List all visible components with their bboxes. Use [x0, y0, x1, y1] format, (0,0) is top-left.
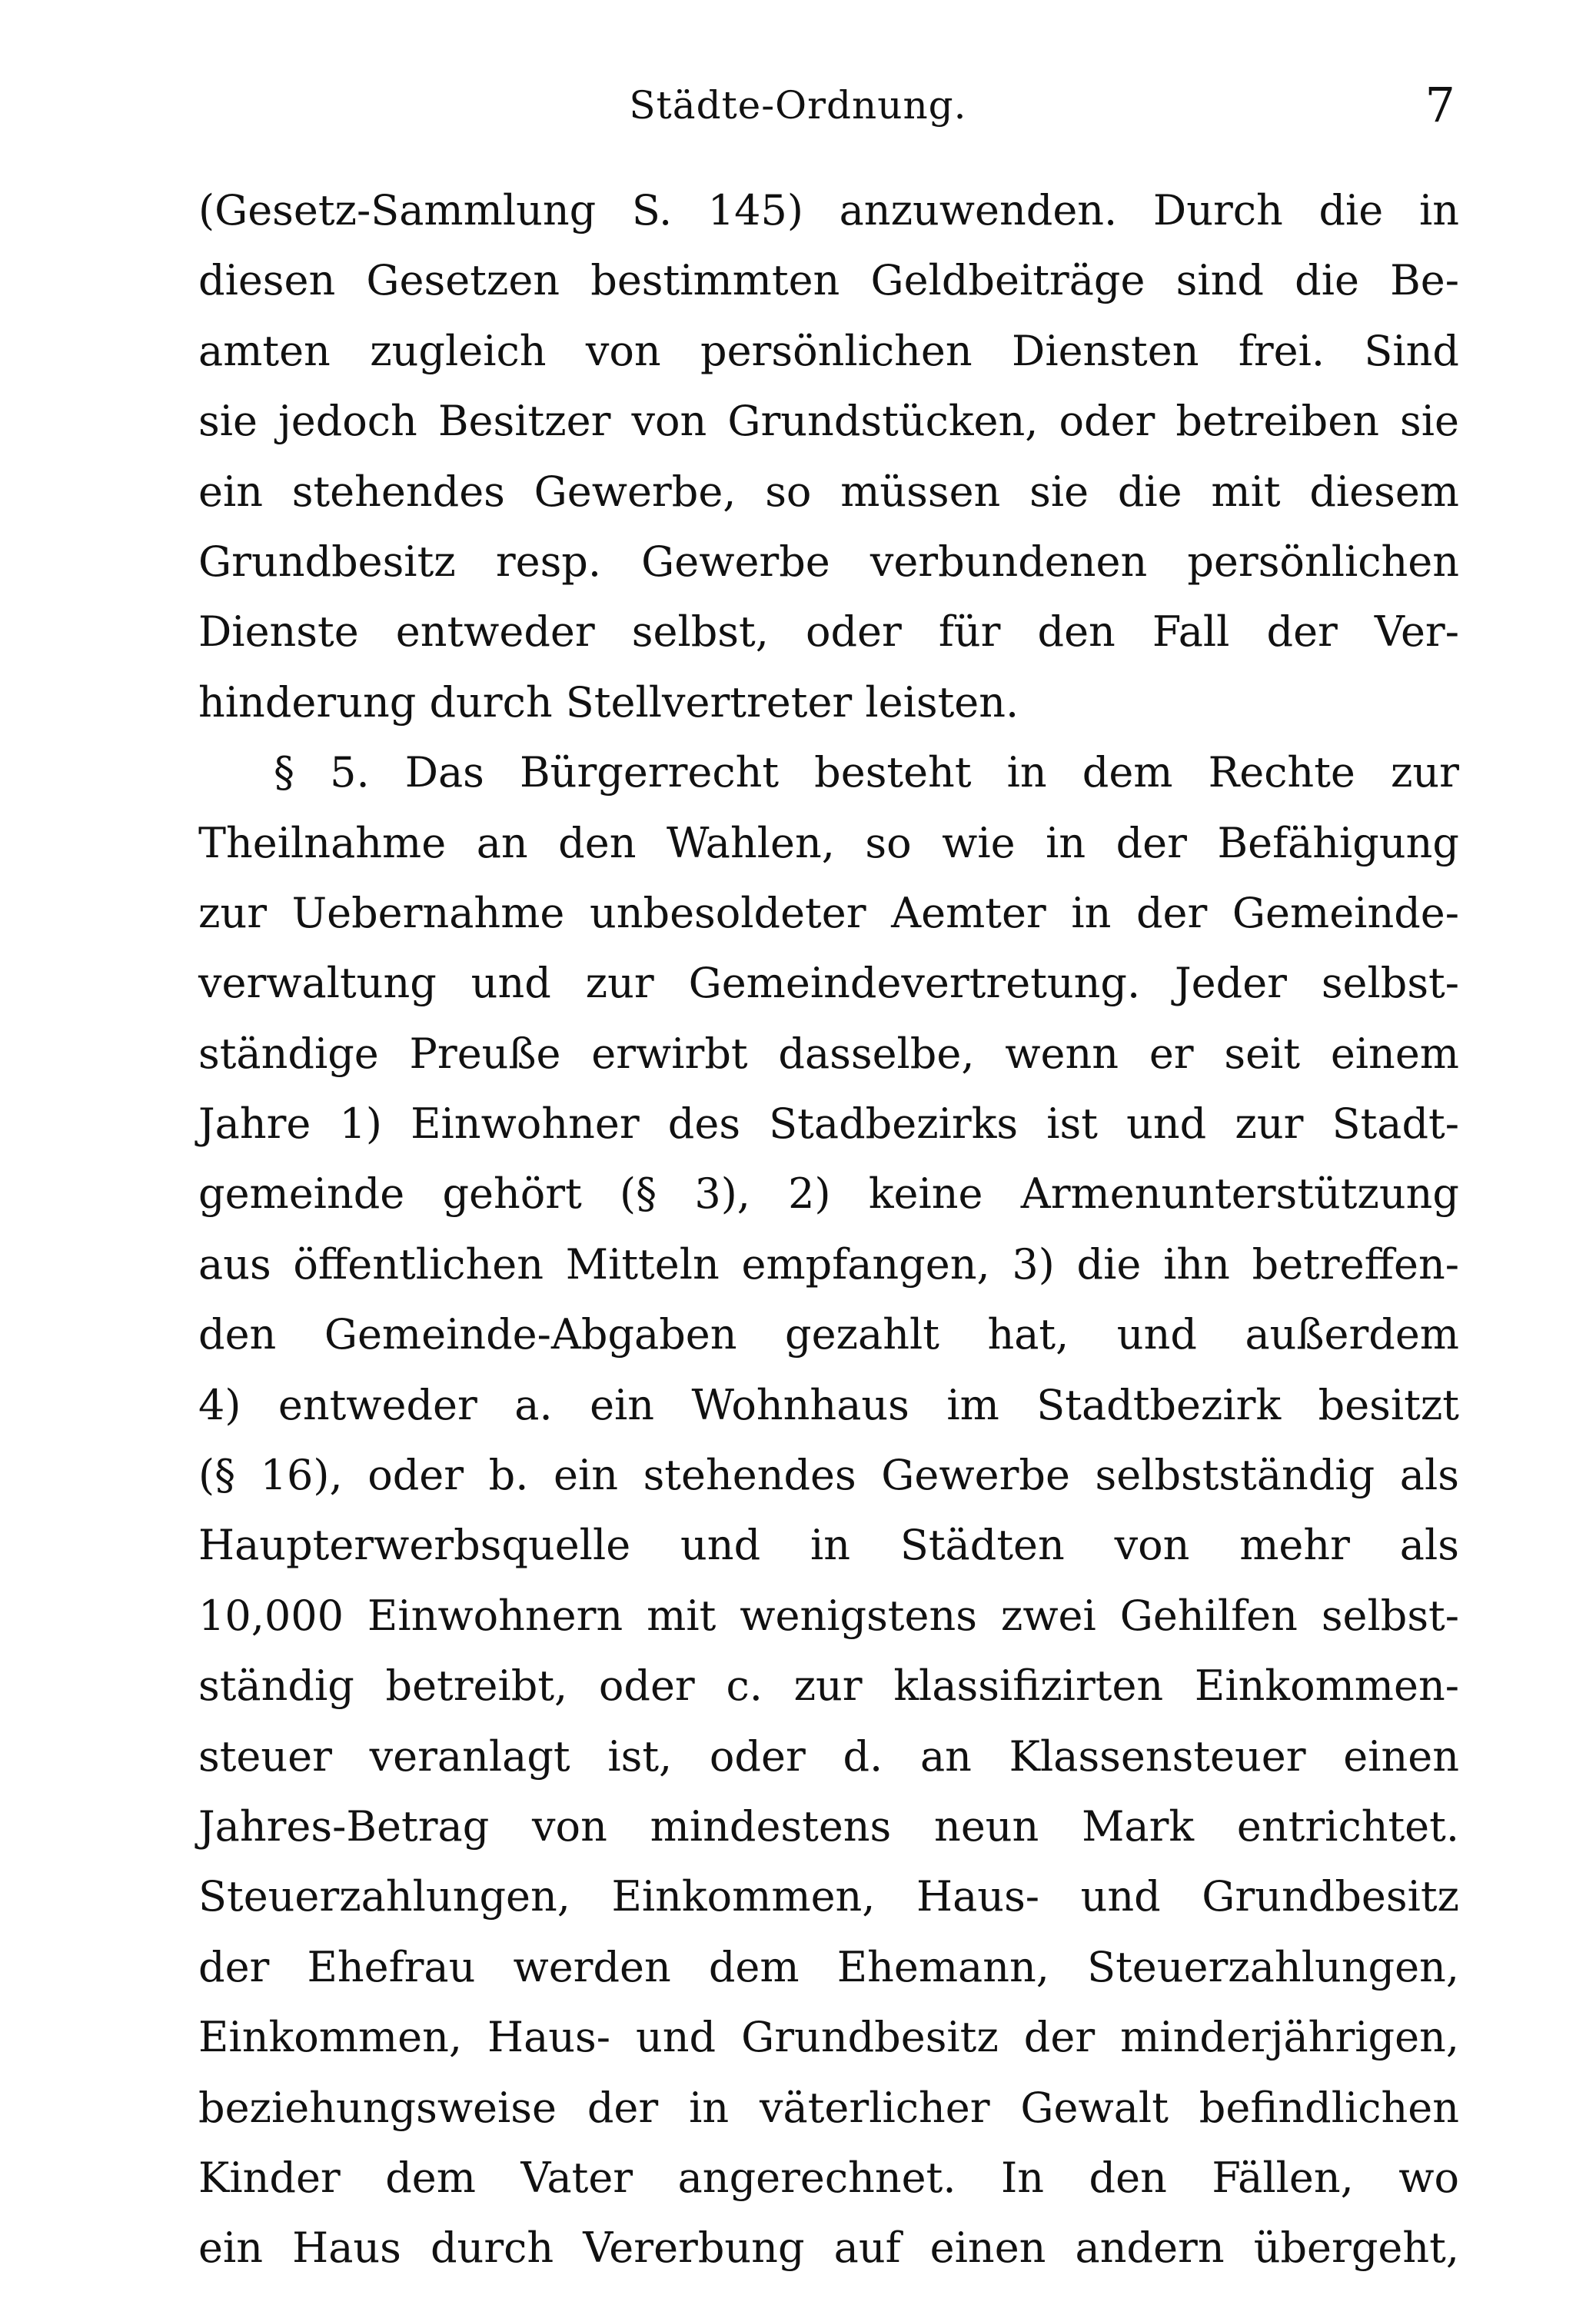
- text-line: beziehungsweise der in väterlicher Gewalt befindlichen: [198, 2083, 1459, 2132]
- text-line: (§ 16), oder b. ein stehendes Gewerbe selbstständig als: [198, 1451, 1459, 1500]
- text-line: Kinder dem Vater angerechnet. In den Fällen, wo: [198, 2153, 1459, 2202]
- text-line: gemeinde gehört (§ 3), 2) keine Armenunterstützung: [198, 1169, 1459, 1219]
- text-line: aus öffentlichen Mitteln empfangen, 3) die ihn betreffen-: [198, 1239, 1459, 1289]
- text-line: ständig betreibt, oder c. zur klassifizirten Einkommen-: [198, 1661, 1459, 1711]
- text-line: 4) entweder a. ein Wohnhaus im Stadtbezirk besitzt: [198, 1380, 1459, 1429]
- text-line: Theilnahme an den Wahlen, so wie in der Befähigung: [198, 818, 1459, 867]
- text-body: [198, 175, 1459, 2283]
- header-title: Städte-Ordnung.: [629, 83, 967, 128]
- text-line: Steuerzahlungen, Einkommen, Haus- und Grundbesitz: [198, 1872, 1459, 1921]
- text-line: § 5. Das Bürgerrecht besteht in dem Rechte zur: [274, 748, 1459, 797]
- text-line: ein Haus durch Vererbung auf einen andern übergeht,: [198, 2224, 1459, 2273]
- text-line: (Gesetz-Sammlung S. 145) anzuwenden. Durch die in: [198, 186, 1459, 234]
- text-line: steuer veranlagt ist, oder d. an Klassensteuer einen: [198, 1731, 1459, 1781]
- text-line: diesen Gesetzen bestimmten Geldbeiträge sind die Be-: [198, 256, 1459, 305]
- text-line: der Ehefrau werden dem Ehemann, Steuerzahlungen,: [198, 1942, 1459, 1991]
- text-line: ein stehendes Gewerbe, so müssen sie die mit diesem: [198, 467, 1459, 516]
- running-header: [0, 71, 1596, 140]
- text-line: Jahre 1) Einwohner des Stadbezirks ist und zur Stadt-: [198, 1099, 1459, 1149]
- text-line: den Gemeinde-Abgaben gezahlt hat, und außerdem: [198, 1310, 1459, 1359]
- text-line: Grundbesitz resp. Gewerbe verbundenen persönlichen: [198, 537, 1459, 586]
- text-line: Jahres-Betrag von mindestens neun Mark entrichtet.: [198, 1801, 1459, 1851]
- text-line: hinderung durch Stellvertreter leisten.: [198, 677, 1019, 727]
- text-line: ständige Preuße erwirbt dasselbe, wenn er seit einem: [198, 1029, 1459, 1078]
- text-line: 10,000 Einwohnern mit wenigstens zwei Gehilfen selbst-: [198, 1591, 1459, 1640]
- text-line: Dienste entweder selbst, oder für den Fall der Ver-: [198, 607, 1459, 657]
- text-line: zur Uebernahme unbesoldeter Aemter in der Gemeinde-: [198, 888, 1459, 937]
- text-line: sie jedoch Besitzer von Grundstücken, oder betreiben sie: [198, 397, 1459, 446]
- text-line: amten zugleich von persönlichen Diensten frei. Sind: [198, 326, 1459, 375]
- text-line: Haupterwerbsquelle und in Städten von mehr als: [198, 1521, 1459, 1570]
- page-number: 7: [1425, 77, 1455, 133]
- text-line: Einkommen, Haus- und Grundbesitz der minderjährigen,: [198, 2013, 1459, 2062]
- text-line: verwaltung und zur Gemeindevertretung. Jeder selbst-: [198, 959, 1459, 1008]
